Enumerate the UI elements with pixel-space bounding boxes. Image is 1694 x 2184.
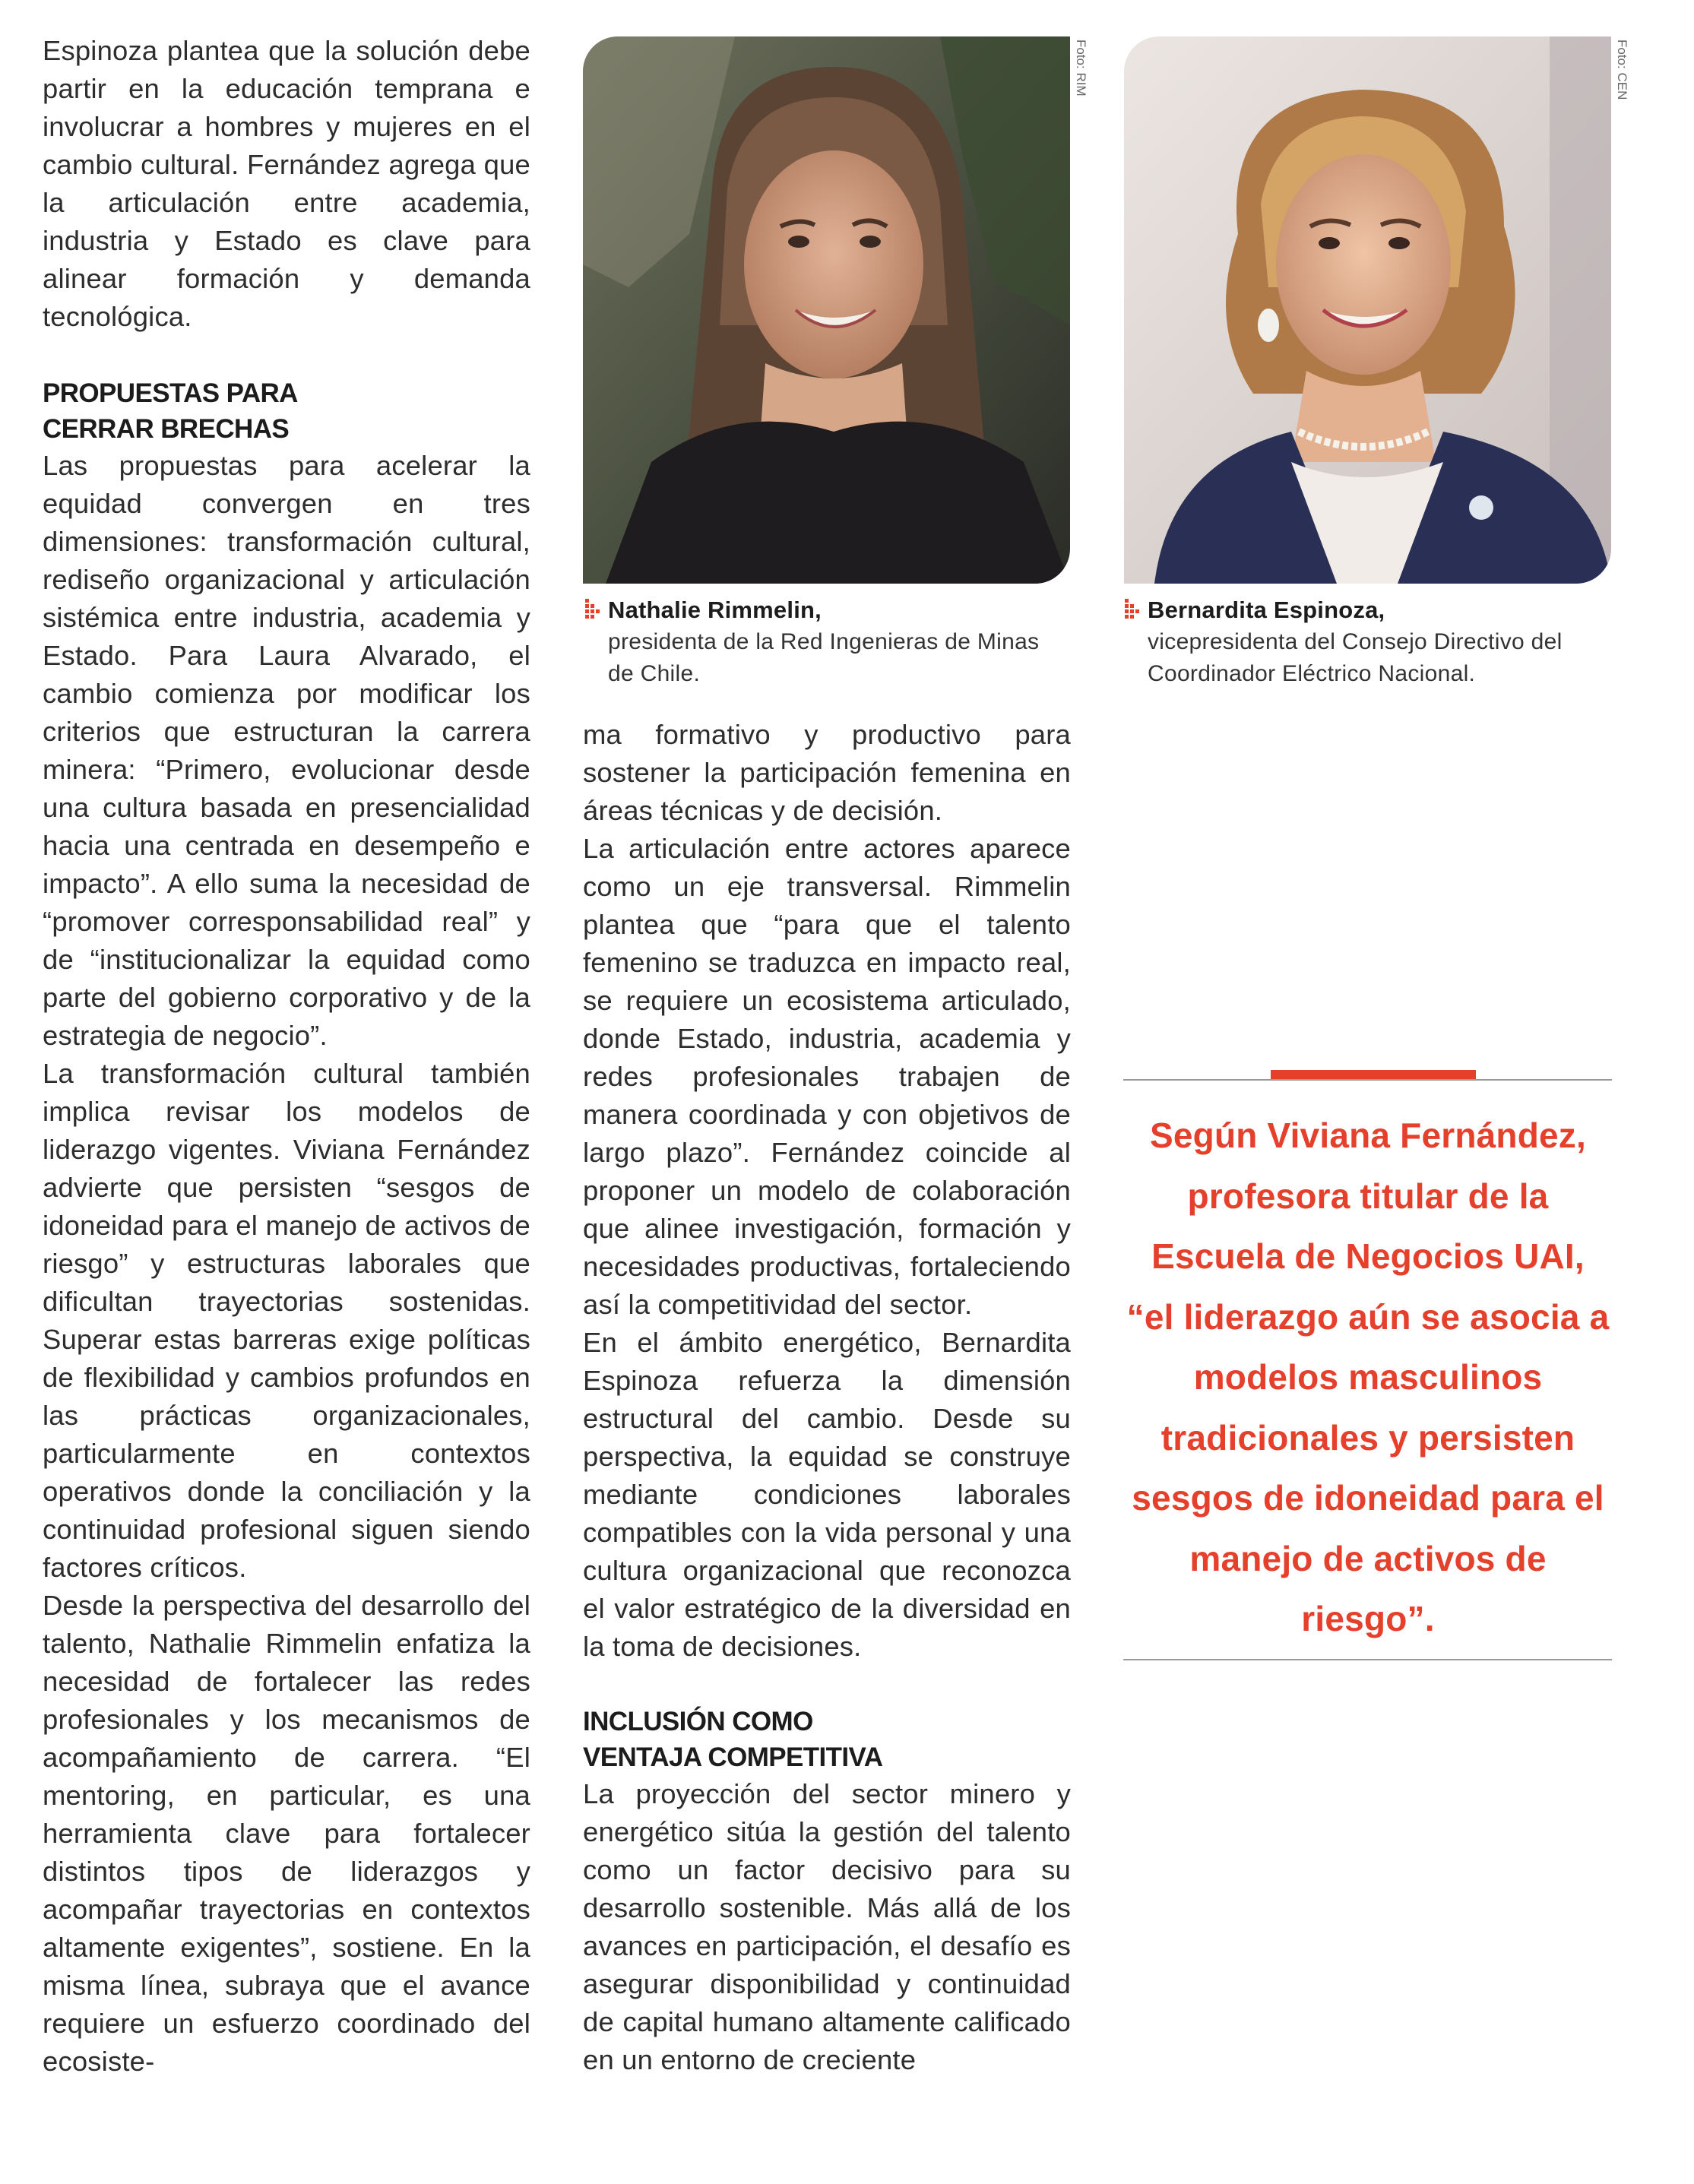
photo-caption-rimmelin [585, 594, 1079, 690]
bullet-icon [585, 599, 602, 622]
photo-credit: Foto: CEN [1615, 40, 1629, 100]
photo-caption-espinoza [1125, 594, 1626, 690]
section-heading: PROPUESTAS PARA CERRAR BRECHAS [43, 378, 297, 444]
body-paragraph: Desde la perspectiva del desarrollo del talento, Nathalie Rimmelin enfatiza la necesidad de fortalecer las redes profesionales y los mecanismos de acompañamiento de carrera. “El mentoring, en particular, es una herramienta clave para fortalecer distintos tipos de liderazgos y acompañar trayectorias en contextos altamente exigentes”, sostiene. En la misma línea, subraya que el avance requiere un esfuerzo coordinado del ecosiste- [43, 1590, 530, 2077]
body-paragraph: La articulación entre actores aparece como un eje transversal. Rimmelin plantea que “para que el talento femenino se traduzca en impacto real, se requiere un ecosistema articulado, donde Estado, industria, academia y redes profesionales trabajen de manera coordinada y con objetivos de largo plazo”. Fernández coincide al proponer un modelo de colaboración que alinee investigación, formación y necesidades productivas, fortaleciendo así la competitividad del sector. [583, 833, 1071, 1320]
portrait-image [1124, 36, 1611, 584]
left-column [43, 32, 530, 2081]
quote-bottom-rule [1123, 1659, 1612, 1660]
portrait-image [583, 36, 1070, 584]
section-heading: INCLUSIÓN COMO VENTAJA COMPETITIVA [583, 1707, 883, 1772]
body-paragraph: Las propuestas para acelerar la equidad convergen en tres dimensiones: transformación cultural, rediseño organizacional y articulación sistémica entre industria, academia y Estado. Para Laura Alvarado, el cambio comienza por modificar los criterios que estructuran la carrera minera: “Primero, evolucionar desde una cultura basada en presencialidad hacia una centrada en desempeño e impacto”. A ello suma la necesidad de “promover corresponsabilidad real” y de “institucionalizar la equidad como parte del gobierno corporativo y de la estrategia de negocio”. [43, 450, 530, 1051]
caption-role: vicepresidenta del Consejo Directivo del Coordinador Eléctrico Nacional. [1148, 629, 1563, 686]
middle-column [583, 716, 1071, 2079]
body-paragraph: La proyección del sector minero y energético sitúa la gestión del talento como un factor decisivo para su desarrollo sostenible. Más allá de los avances en participación, el desafío es asegurar disponibilidad y continuidad de capital humano altamente calificado en un entorno de creciente [583, 1778, 1071, 2075]
quote-top-rule [1123, 1079, 1612, 1081]
body-paragraph: En el ámbito energético, Bernardita Espinoza refuerza la dimensión estructural del cambio. Desde su perspectiva, la equidad se construye mediante condiciones laborales compatibles con la vida personal y una cultura organizacional que reconozca el valor estratégico de la diversidad en la toma de decisiones. [583, 1327, 1071, 1662]
photo-credit: Foto: RIM [1074, 40, 1088, 97]
caption-role: presidenta de la Red Ingenieras de Minas de Chile. [608, 629, 1040, 686]
caption-name: Nathalie Rimmelin, [585, 594, 1079, 626]
bullet-icon [1125, 599, 1141, 622]
body-paragraph: La transformación cultural también implica revisar los modelos de liderazgo vigentes. Viviana Fernández advierte que persisten “sesgos de idoneidad para el manejo de activos de riesgo” y estructuras laborales que dificultan trayectorias sostenidas. Superar estas barreras exige políticas de flexibilidad y cambios profundos en las prácticas organizacionales, particularmente en contextos operativos donde la conciliación y la continuidad profesional siguen siendo factores críticos. [43, 1058, 530, 1583]
pull-quote: Según Viviana Fernández, profesora titular de la Escuela de Negocios UAI, “el liderazgo aún se asocia a modelos masculinos tradicionales y persisten sesgos de idoneidad para el manejo de activos de riesgo”. [1126, 1116, 1610, 1638]
body-paragraph: ma formativo y productivo para sostener la participación femenina en áreas técnicas y de decisión. [583, 719, 1071, 826]
portrait-photo-espinoza [1124, 36, 1611, 584]
body-paragraph: Espinoza plantea que la solución debe partir en la educación temprana e involucrar a hombres y mujeres en el cambio cultural. Fernández agrega que la articulación entre academia, industria y Estado es clave para alinear formación y demanda tecnológica. [43, 35, 530, 332]
caption-name: Bernardita Espinoza, [1125, 594, 1626, 626]
quote-accent-bar [1271, 1070, 1476, 1079]
portrait-photo-rimmelin [583, 36, 1070, 584]
